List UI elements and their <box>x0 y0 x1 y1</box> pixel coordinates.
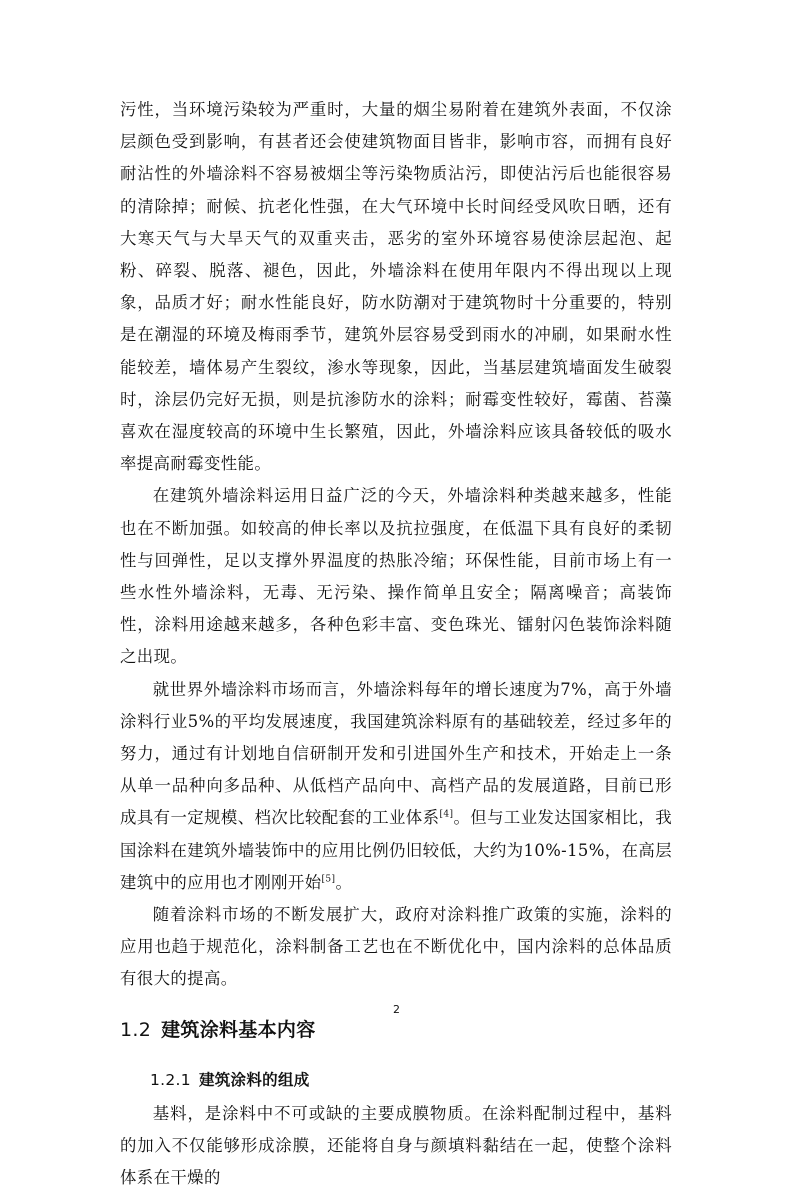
paragraph-continued-properties: 污性，当环境污染较为严重时，大量的烟尘易附着在建筑外表面，不仅涂层颜色受到影响，有甚者还会使建筑物面目皆非，影响市容，而拥有良好耐沾性的外墙涂料不容易被烟尘等污染物质沾污，即使沾污后也能很容易的清除掉；耐候、抗老化性强，在大气环境中长时间经受风吹日晒，还有大寒天气与大旱天气的双重夹击，恶劣的室外环境容易使涂层起泡、起粉、碎裂、脱落、褪色，因此，外墙涂料在使用年限内不得出现以上现象，品质才好；耐水性能良好，防水防潮对于建筑物时十分重要的，特别是在潮湿的环境及梅雨季节，建筑外层容易受到雨水的冲刷，如果耐水性能较差，墙体易产生裂纹，渗水等现象，因此，当基层建筑墙面发生破裂时，涂层仍完好无损，则是抗渗防水的涂料；耐霉变性较好，霉菌、苔藻喜欢在湿度较高的环境中生长繁殖，因此，外墙涂料应该具备较低的吸水率提高耐霉变性能。 <box>120 100 672 474</box>
market-text-part-3: 。 <box>335 872 353 892</box>
subsection-heading <box>150 1062 672 1098</box>
market-text-part-1: 就世界外墙涂料市场而言，外墙涂料每年的增长速度为7%，高于外墙涂料行业5%的平均发展速度，我国建筑涂料原有的基础较差，经过多年的努力，通过有计划地自信研制开发和引进国外生产和技术，开始走上一条从单一品种向多品种、从低档产品向中、高档产品的发展道路，目前已形成具有一定规模、档次比较配套的工业体系 <box>120 679 672 828</box>
subsection-number: 1.2.1 <box>150 1070 191 1089</box>
subsection-title: 建筑涂料的组成 <box>198 1070 310 1089</box>
paragraph-market-overview <box>120 674 672 899</box>
paragraph-coating-types: 在建筑外墙涂料运用日益广泛的今天，外墙涂料种类越来越多，性能也在不断加强。如较高的伸长率以及抗拉强度，在低温下具有良好的柔韧性与回弹性，足以支撑外界温度的热胀冷缩；环保性能，目前市场上有一些水性外墙涂料，无毒、无污染、操作简单且安全；隔离噪音；高装饰性，涂料用途越来越多，各种色彩丰富、变色珠光、镭射闪色装饰涂料随之出现。 <box>120 486 672 667</box>
paragraph-base-material: 基料，是涂料中不可或缺的主要成膜物质。在涂料配制过程中，基料的加入不仅能够形成涂膜，还能将自身与颜填料黏结在一起，使整个涂料体系在干燥的 <box>120 1103 672 1188</box>
citation-4: [4] <box>439 810 454 820</box>
citation-5: [5] <box>321 874 336 885</box>
page-number: 2 <box>393 1003 400 1016</box>
page-body <box>120 94 672 1194</box>
section-number: 1.2 <box>120 1018 152 1041</box>
market-text-part-2: 。但与工业发达国家相比，我国涂料在建筑外墙装饰中的应用比例仍旧较低，大约为10%-15%，在高层建筑中的应用也才刚刚开始 <box>120 808 672 892</box>
paragraph-market-development: 随着涂料市场的不断发展扩大，政府对涂料推广政策的实施，涂料的应用也趋于规范化，涂料制备工艺也在不断优化中，国内涂料的总体品质有很大的提高。 <box>120 905 672 989</box>
section-title: 建筑涂料基本内容 <box>161 1018 316 1041</box>
